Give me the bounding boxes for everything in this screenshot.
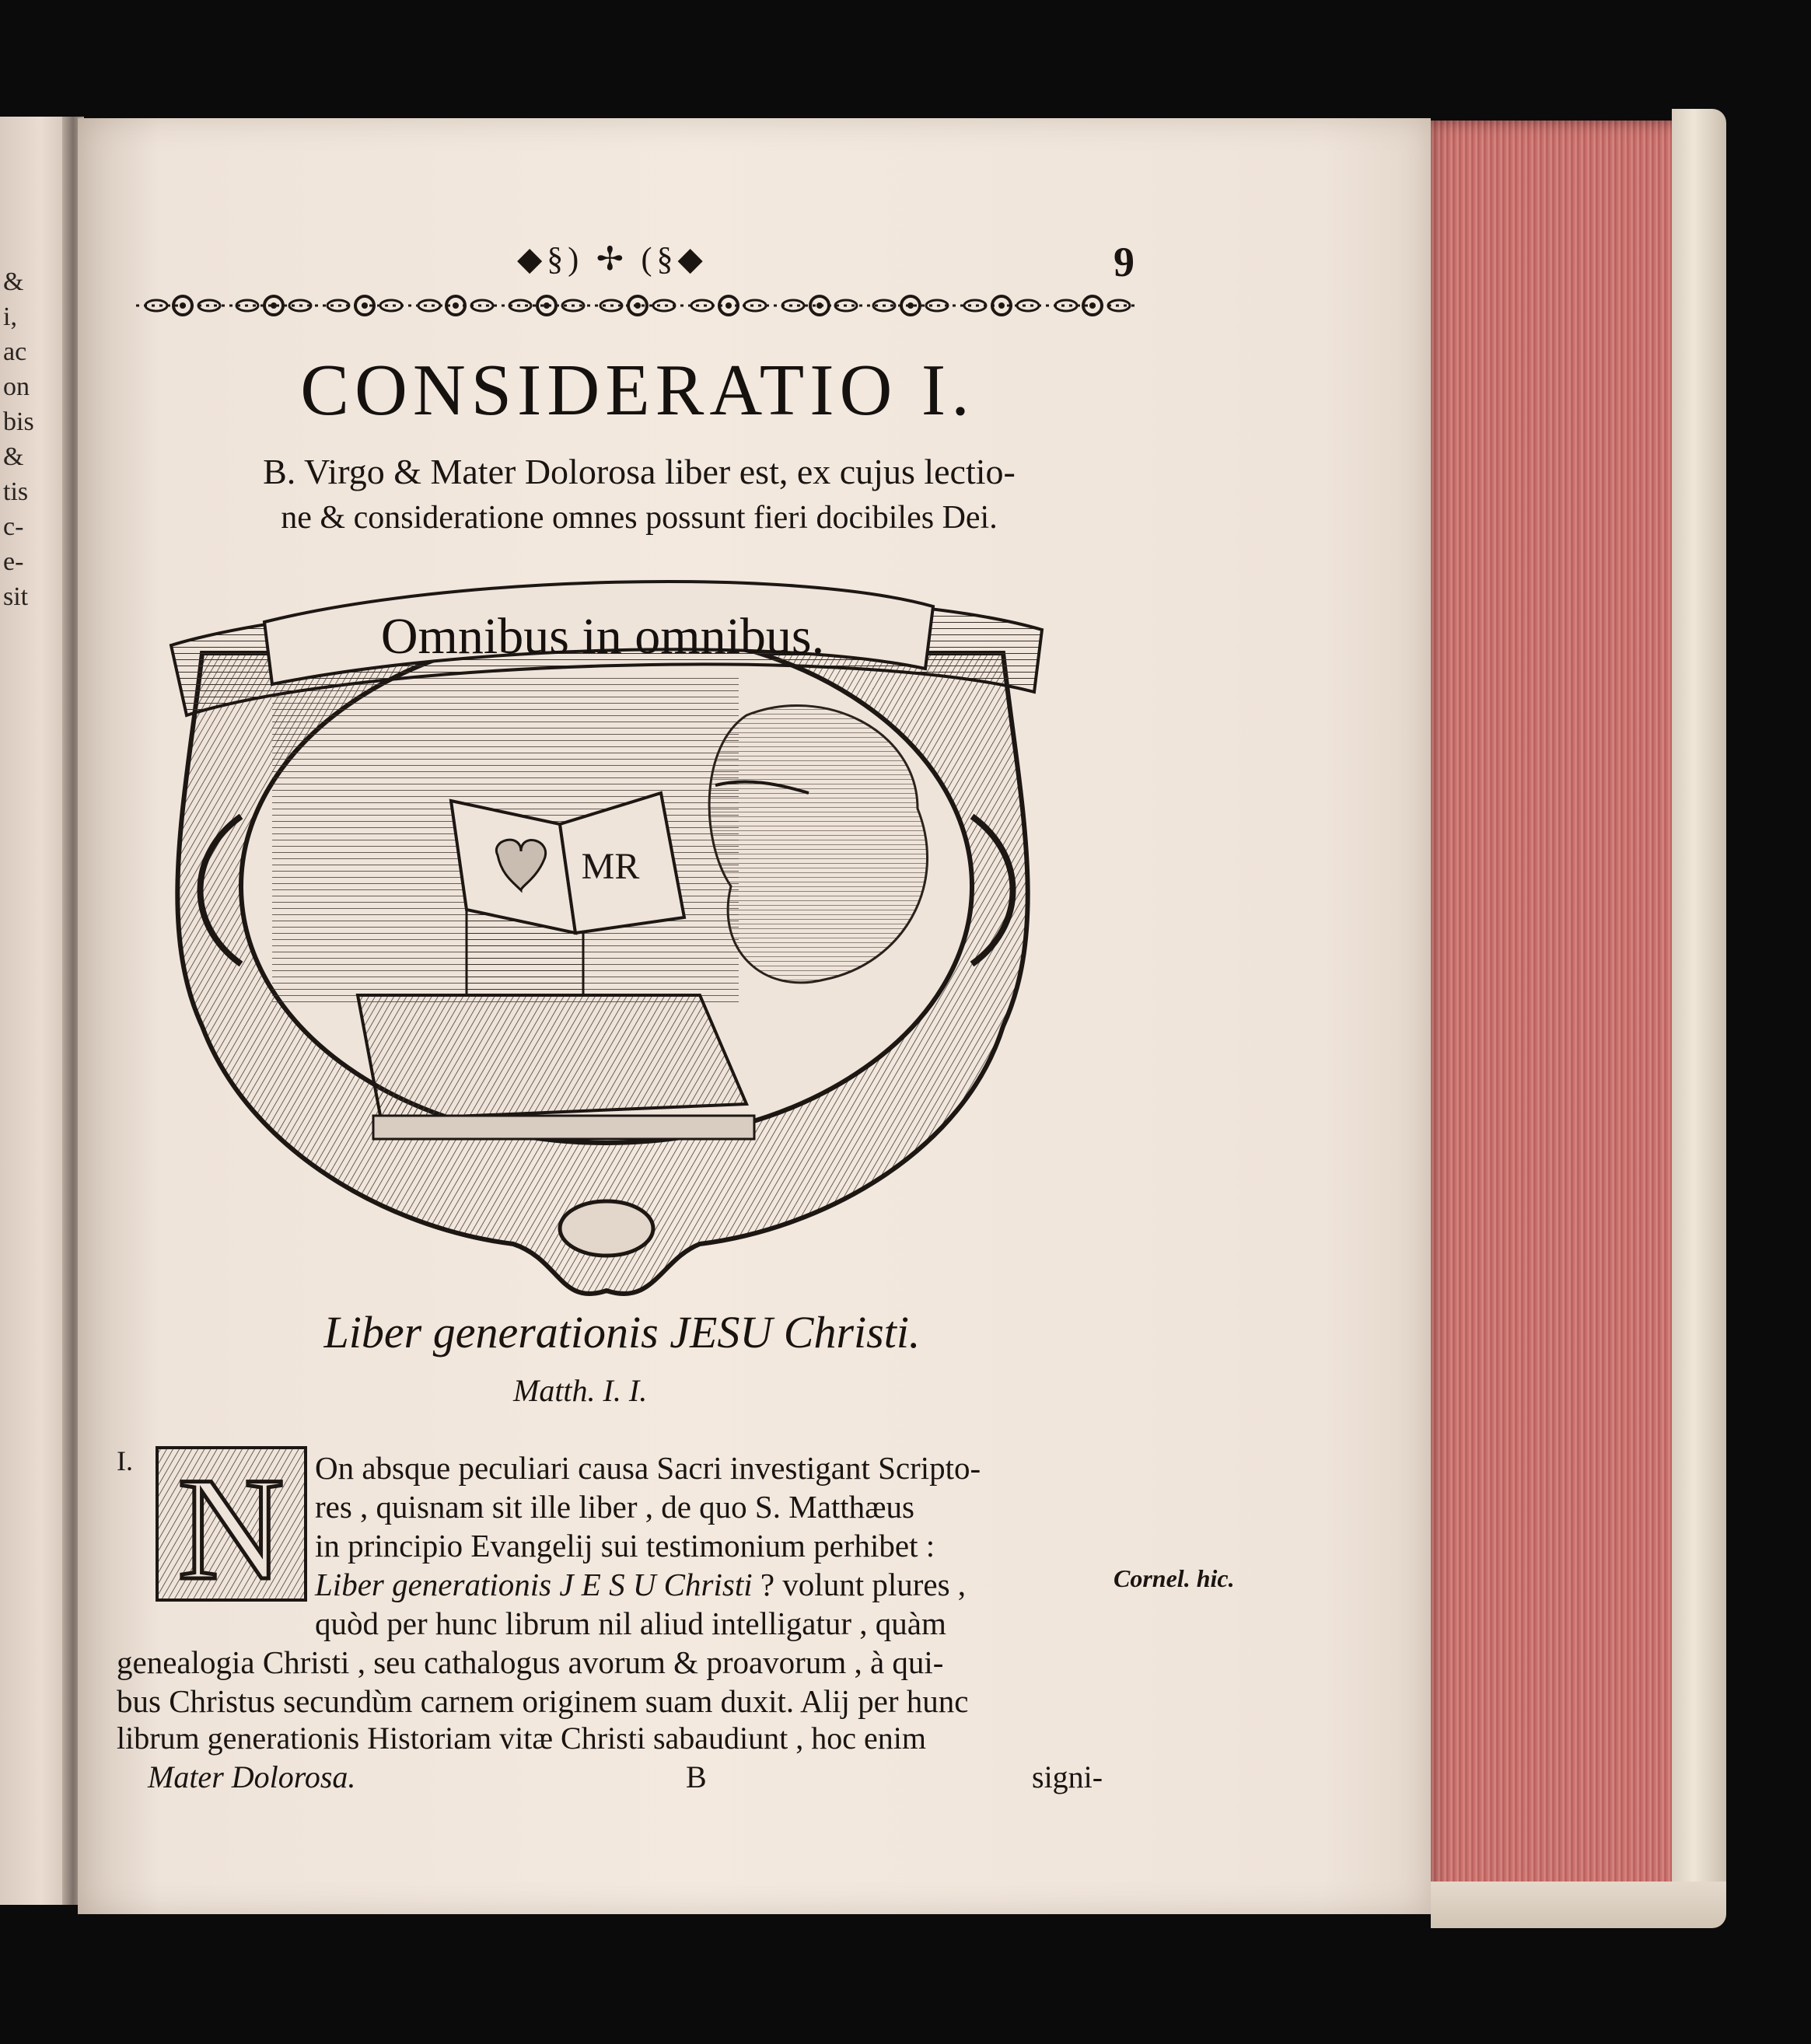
banner-motto: Omnibus in omnibus. [380,608,825,665]
red-page-edges [1425,121,1704,1909]
scripture-reference: Matth. I. I. [513,1373,648,1408]
ornament-leaf [691,300,713,311]
ornament-leaf [964,300,986,311]
subtitle-line-2: ne & consideratione omnes possunt fieri docibiles Dei. [281,500,998,536]
book-monogram: MR [581,846,640,887]
ornament-leaf [653,300,675,311]
ornament-dot [998,302,1005,309]
ornament-leaf [145,300,167,311]
ornament-leaf [782,300,804,311]
svg-text:N: N [177,1448,285,1602]
ornament-dot [816,302,823,309]
body-line-4-italic: Liber generationis J E S U Christi [315,1567,753,1602]
ornament-dot [907,302,914,309]
left-fragment: sit [3,582,29,611]
left-fragment: ac [3,337,27,366]
ornament-dot [362,302,368,309]
left-fragment: tis [3,477,29,506]
subtitle-line-1: B. Virgo & Mater Dolorosa liber est, ex cujus lectio- [263,452,1016,491]
ornament-leaf [418,300,440,311]
body-line-4 [315,1566,966,1603]
body-line-4-rest: ? volunt plures , [752,1567,967,1602]
left-fragment: on [3,372,30,401]
margin-note: Cornel. hic. [1114,1564,1235,1592]
left-fragment: i, [3,302,17,331]
body-line-8: librum generationis Historiam vitæ Christi sabaudiunt , hoc enim [117,1721,926,1756]
ornament-leaf [380,300,402,311]
running-title: Mater Dolorosa. [148,1759,356,1794]
show-through [389,229,1089,236]
decorated-drop-cap [156,1446,307,1602]
engraving-illustration [156,560,1058,1298]
cloud [709,705,927,982]
ornament-dot [453,302,459,309]
ornament-dot [544,302,550,309]
ornament-dot [1089,302,1096,309]
left-fragment: & [3,442,24,471]
body-line-3: in principio Evangelij sui testimonium perhibet : [315,1528,935,1564]
chapter-title: CONSIDERATIO I. [300,350,975,431]
book-cover-edge [1672,109,1726,1924]
body-line-7: bus Christus secundùm carnem originem suam duxit. Alij per hunc [117,1683,969,1719]
signature-mark: B [686,1759,707,1794]
header-ornament: ◆§) ✢ (§◆ [517,242,708,278]
ornament-dot [180,302,186,309]
ornament-leaf [471,300,493,311]
left-fragment: e- [3,547,24,576]
ornament-dot [271,302,277,309]
left-fragment: c- [3,512,24,541]
ornament-leaf [1017,300,1039,311]
paragraph-number: I. [117,1445,133,1476]
ornamental-border [136,286,1139,325]
left-page-margin-fragments [3,264,34,614]
book-cover-bottom [1431,1882,1726,1928]
body-line-1: On absque peculiari causa Sacri investigant Scripto- [315,1450,981,1486]
body-line-2: res , quisnam sit ille liber , de quo S. Matthæus [315,1489,914,1525]
page-number: 9 [1114,239,1134,285]
ornament-dot [725,302,732,309]
body-line-5: quòd per hunc librum nil aliud intelligatur , quàm [315,1606,946,1641]
left-fragment: bis [3,407,34,436]
ornament-leaf [744,300,766,311]
illustration-caption: Liber generationis JESU Christi. [323,1307,921,1357]
table [358,995,746,1120]
ornament-dot [635,302,641,309]
catchword: signi- [1032,1759,1103,1794]
ornament-leaf [1055,300,1077,311]
body-line-6: genealogia Christi , seu cathalogus avorum & proavorum , à qui- [117,1644,944,1680]
left-fragment: & [3,267,24,296]
